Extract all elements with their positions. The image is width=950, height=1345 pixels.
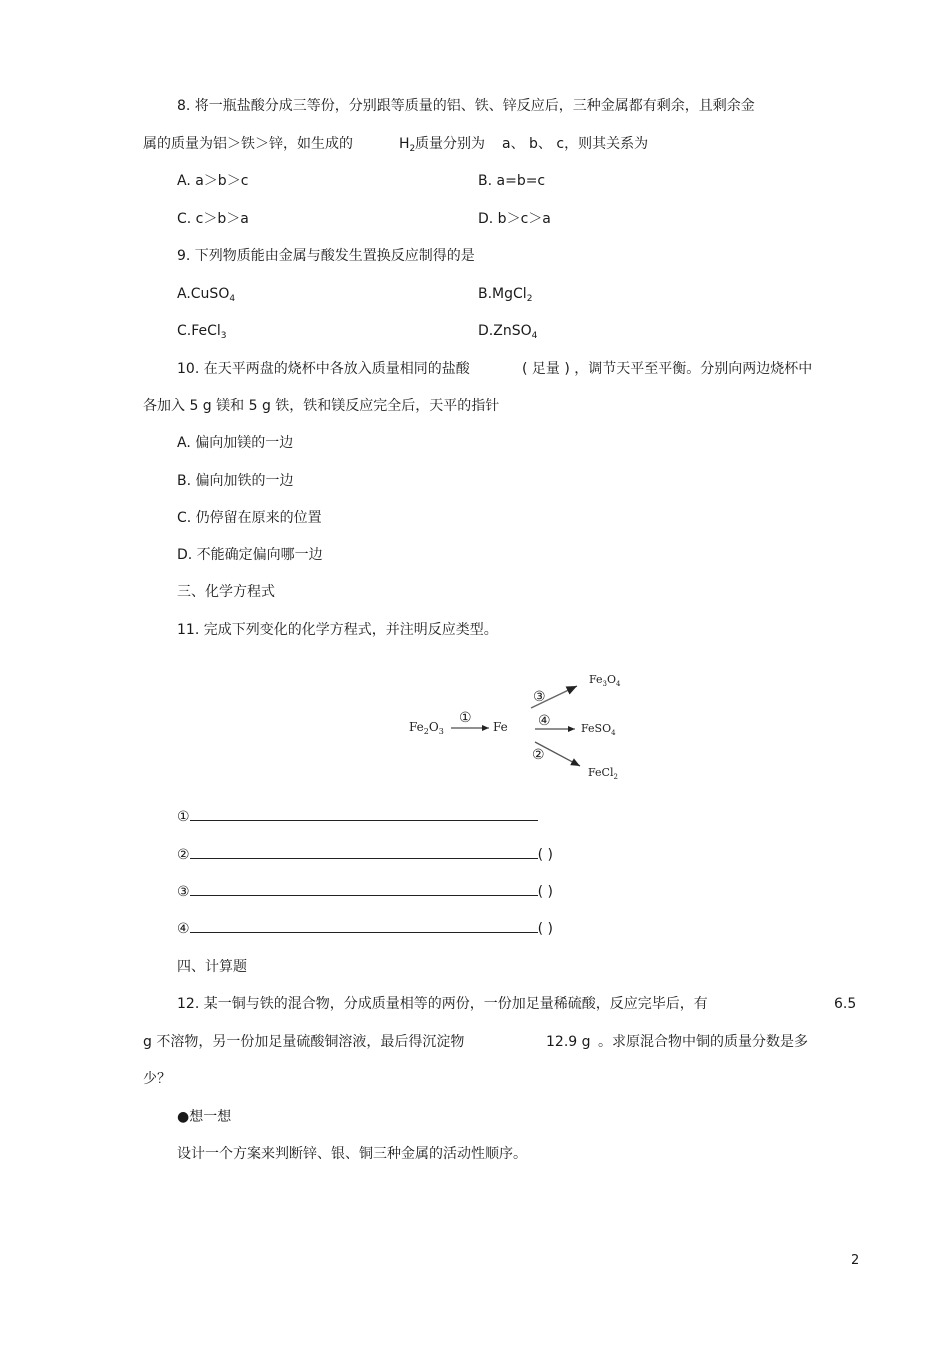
step-2-marker: ② [532,747,545,763]
reaction-type-paren-4: ( ) [537,921,553,937]
q12-line2b: 12.9 g [546,1034,591,1050]
reaction-type-paren-2: ( ) [537,847,553,863]
q10-option-c: C. 仍停留在原来的位置 [177,510,322,526]
blank-2[interactable] [190,846,538,859]
q8-line2b: 质量分别为 [415,136,485,152]
q12-line2a: g 不溶物，另一份加足量硫酸铜溶液，最后得沉淀物 [143,1034,465,1050]
q9-option-d: D.ZnSO$_4$ [478,323,538,341]
blank-4[interactable] [190,920,538,933]
step-4-marker: ④ [538,713,551,729]
q11-stem: 11. 完成下列变化的化学方程式，并注明反应类型。 [177,622,498,638]
q10-line2: 各加入 5 g 镁和 5 g 铁，铁和镁反应完全后，天平的指针 [143,398,500,414]
label-fecl2: FeCl$_2$ [588,766,618,781]
q8-line2c: a、 b、 c，则其关系为 [502,136,649,152]
q9-option-b: B.MgCl$_2$ [478,286,533,304]
q8-line1: 8. 将一瓶盐酸分成三等份，分别跟等质量的铝、铁、锌反应后，三种金属都有剩余，且剩余金 [177,98,755,114]
reaction-diagram [405,668,645,786]
q8-h2: $H_2$ [399,136,416,154]
answer-line-1: ① [177,808,538,826]
q8-option-d: D. b＞c＞a [478,211,551,227]
think-body: 设计一个方案来判断锌、银、铜三种金属的活动性顺序。 [177,1146,527,1162]
page-number: 2 [851,1253,860,1268]
q9-option-c: C.FeCl$_3$ [177,323,227,341]
answer-line-2: ② ( ) [177,847,553,863]
q12-line3: 少？ [143,1071,171,1087]
think-title: ●想一想 [177,1109,232,1125]
label-feso4: FeSO$_4$ [581,722,616,737]
q8-option-a: A. a＞b＞c [177,173,249,189]
q9-option-a: A.CuSO$_4$ [177,286,236,304]
q12-line1b: 6.5 [834,996,857,1012]
section-heading-calculation: 四、计算题 [177,959,247,975]
q9-stem: 9. 下列物质能由金属与酸发生置换反应制得的是 [177,248,475,264]
label-fe3o4: $Fe_3O_4$ [589,673,621,688]
step-3-marker: ③ [533,689,546,705]
blank-3[interactable] [190,883,538,896]
blank-1[interactable] [190,808,538,821]
q12-line1a: 12. 某一铜与铁的混合物，分成质量相等的两份，一份加足量稀硫酸，反应完毕后，有 [177,996,708,1012]
answer-line-4: ④ ( ) [177,921,553,937]
q8-line2a: 属的质量为铝＞铁＞锌，如生成的 [143,136,353,152]
label-fe: Fe [493,720,508,734]
q12-line2c: 。求原混合物中铜的质量分数是多 [598,1034,808,1050]
answer-line-3: ③ ( ) [177,884,553,900]
step-1-marker: ① [459,710,472,726]
q8-option-c: C. c＞b＞a [177,211,249,227]
q10-line1b: ( 足量 ) ，调节天平至平衡。分别向两边烧杯中 [522,361,813,377]
q8-option-b: B. a=b=c [478,173,546,189]
q10-option-a: A. 偏向加镁的一边 [177,435,294,451]
section-heading-equations: 三、化学方程式 [177,584,275,600]
reaction-type-paren-3: ( ) [537,884,553,900]
q10-option-d: D. 不能确定偏向哪一边 [177,547,323,563]
q10-option-b: B. 偏向加铁的一边 [177,473,294,489]
label-fe2o3: $Fe_2O_3$ [409,720,444,736]
q10-line1a: 10. 在天平两盘的烧杯中各放入质量相同的盐酸 [177,361,470,377]
